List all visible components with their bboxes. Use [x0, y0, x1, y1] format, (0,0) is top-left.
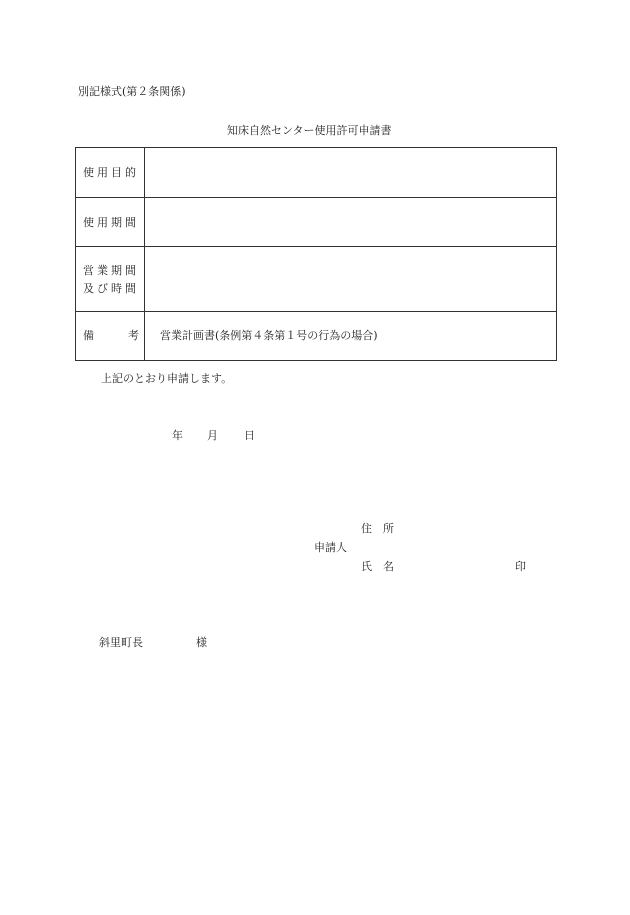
- label-period: 使用期間: [83, 216, 139, 229]
- label-purpose: 使用目的: [83, 166, 139, 179]
- row-purpose: [76, 148, 556, 198]
- purpose-field[interactable]: [145, 148, 556, 197]
- label-cell-remarks: [76, 312, 145, 360]
- date-day-label: 日: [244, 429, 255, 442]
- period-field[interactable]: [145, 198, 556, 246]
- application-statement: 上記のとおり申請します。: [101, 372, 233, 385]
- label-cell-purpose: [76, 148, 145, 197]
- application-table: [75, 147, 557, 361]
- label-remarks-right: 考: [128, 329, 139, 342]
- row-business-hours: [76, 247, 556, 312]
- applicant-label: 申請人: [314, 541, 347, 554]
- name-label: 氏 名: [361, 560, 394, 573]
- label-cell-period: [76, 198, 145, 246]
- remarks-field: [145, 312, 556, 360]
- label-cell-business-hours: [76, 247, 145, 311]
- label-business-hours-line1: 営業期間: [83, 264, 139, 277]
- label-business-hours-line2: 及び時間: [83, 282, 139, 295]
- row-remarks: [76, 312, 556, 360]
- date-year-label: 年: [172, 429, 183, 442]
- remarks-value: 営業計画書(条例第４条第１号の行為の場合): [160, 329, 378, 342]
- addressee-honorific: 様: [196, 636, 207, 649]
- row-period: [76, 198, 556, 247]
- business-hours-field[interactable]: [145, 247, 556, 311]
- address-label: 住 所: [361, 522, 394, 535]
- document-title: 知床自然センター使用許可申請書: [227, 124, 392, 137]
- seal-label: 印: [515, 560, 526, 573]
- addressee-title: 斜里町長: [99, 636, 143, 649]
- form-reference: 別記様式(第２条関係): [78, 85, 186, 98]
- label-remarks-left: 備: [83, 329, 94, 342]
- date-month-label: 月: [207, 429, 218, 442]
